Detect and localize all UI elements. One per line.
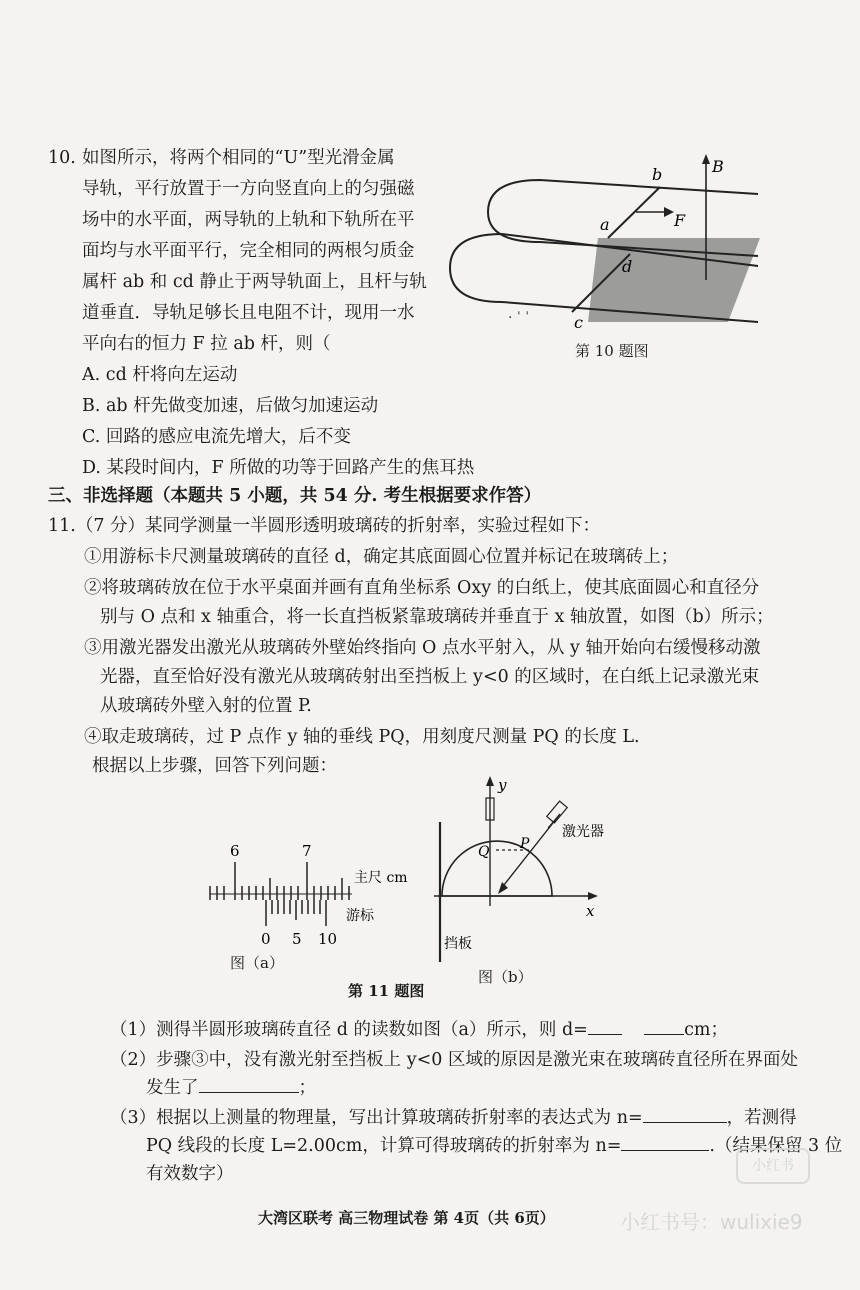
answer-blank-expression[interactable] (643, 1106, 727, 1123)
q11-step-3c: 从玻璃砖外壁入射的位置 P. (100, 696, 312, 716)
x-axis-arrowhead (588, 892, 598, 900)
q11-sub3-text2: PQ 线段的长度 L=2.00cm，计算可得玻璃砖的折射率为 n= (146, 1136, 622, 1156)
q10-stem-line-6: 道垂直．导轨足够长且电阻不计，现用一水 (82, 303, 415, 323)
q11-figure-b-caption: 图（b） (478, 968, 533, 986)
answer-blank-phenomenon[interactable] (199, 1076, 299, 1093)
y-axis-arrowhead (486, 776, 494, 786)
laser-beam-arrowhead (498, 882, 508, 894)
q11-sub1-unit: cm； (684, 1020, 728, 1040)
watermark-handle: 小红书号：wulixie9 (620, 1210, 803, 1234)
q11-sub2-end: ； (298, 1078, 316, 1098)
q10-label-d: d (622, 257, 633, 276)
q11-step-1: ①用游标卡尺测量玻璃砖的直径 d，确定其底面圆心位置并标记在玻璃砖上； (84, 547, 679, 567)
label-x: x (586, 902, 595, 920)
q11-sub3-line3: 有效数字） (146, 1164, 234, 1184)
q11-prompt: 根据以上步骤，回答下列问题： (92, 756, 337, 776)
q10-dashes: · ˈ ˈ (508, 310, 530, 326)
q11-step-3a: ③用激光器发出激光从玻璃砖外壁始终指向 O 点水平射入，从 y 轴开始向右缓慢移动激 (84, 638, 761, 658)
q10-stem-line-5: 属杆 ab 和 cd 静止于两导轨面上，且杆与轨 (82, 272, 427, 292)
semicircle-glass (442, 841, 552, 896)
label-P: P (520, 836, 530, 852)
label-Q: Q (478, 844, 490, 860)
label-baffle: 挡板 (444, 936, 472, 952)
q10-label-F: F (674, 211, 686, 230)
q10-option-c: C. 回路的感应电流先增大，后不变 (82, 427, 351, 447)
q10-number: 10. (48, 148, 76, 168)
label-laser: 激光器 (562, 824, 604, 840)
q11-sub2-line1: （2）步骤③中，没有激光射至挡板上 y<0 区域的原因是激光束在玻璃砖直径所在界面处 (110, 1050, 798, 1070)
q10-option-a: A. cd 杆将向左运动 (82, 365, 238, 385)
main-tick-label-7: 7 (302, 842, 312, 860)
answer-blank-d[interactable] (588, 1018, 622, 1035)
q11-sub2-line2 (146, 1076, 316, 1100)
main-tick-label-6: 6 (230, 842, 240, 860)
watermark-logo: 小红书 (736, 1148, 810, 1184)
q10-label-B: B (712, 157, 724, 176)
section3-heading: 三、非选择题（本题共 5 小题，共 54 分. 考生根据要求作答） (48, 486, 542, 506)
q11-step-2b: 别与 O 点和 x 轴重合，将一长直挡板紧靠玻璃砖并垂直于 x 轴放置，如图（b）所示； (100, 607, 774, 627)
q11-step-2a: ②将玻璃砖放在位于水平桌面并画有直角坐标系 Oxy 的白纸上，使其底面圆心和直径分 (84, 578, 760, 598)
answer-blank-d-2[interactable] (644, 1018, 684, 1035)
vernier-scale-ticks (266, 900, 326, 926)
q10-figure-caption: 第 10 题图 (575, 342, 649, 360)
q11-sub1-text: （1）测得半圆形玻璃砖直径 d 的读数如图（a）所示，则 d= (110, 1020, 588, 1040)
q11-figure-a (200, 838, 420, 958)
q11-sub3-text: （3）根据以上测量的物理量，写出计算玻璃砖折射率的表达式为 n= (110, 1108, 643, 1128)
vernier-tick-label-0: 0 (261, 930, 271, 948)
q11-intro: 11.（7 分）某同学测量一半圆形透明玻璃砖的折射率，实验过程如下： (48, 516, 601, 536)
q10-stem-line-4: 面均与水平面平行，完全相同的两根匀质金 (82, 241, 415, 261)
q10-stem-line-7: 平向右的恒力 F 拉 ab 杆，则（ (82, 334, 331, 354)
q11-figure-b (420, 776, 620, 966)
vernier-tick-label-5: 5 (292, 930, 302, 948)
q11-sub1 (110, 1018, 728, 1042)
q11-step-4: ④取走玻璃砖，过 P 点作 y 轴的垂线 PQ，用刻度尺测量 PQ 的长度 L. (84, 727, 640, 747)
q10-stem-line-3: 场中的水平面，两导轨的上轨和下轨所在平 (82, 210, 415, 230)
q10-option-b: B. ab 杆先做变加速，后做匀加速运动 (82, 396, 379, 416)
q11-sub3-line1 (110, 1106, 797, 1130)
q11-figure-caption: 第 11 题图 (348, 982, 425, 1000)
q11-sub2-text: 发生了 (146, 1078, 199, 1098)
q10-figure (440, 150, 770, 335)
q11-sub3-note: .（结果保留 3 位 (709, 1136, 843, 1156)
q11-step-3b: 光器，直至恰好没有激光从玻璃砖射出至挡板上 y<0 的区域时，在白纸上记录激光束 (100, 667, 760, 687)
q10-label-a: a (600, 215, 610, 234)
q11-figure-a-caption: 图（a） (230, 954, 284, 972)
main-scale-label: 主尺 cm (354, 870, 408, 886)
page-footer: 大湾区联考 高三物理试卷 第 4页（共 6页） (258, 1209, 555, 1227)
q10-b-field-arrowhead (702, 154, 710, 164)
q10-stem-line-2: 导轨，平行放置于一方向竖直向上的匀强磁 (82, 179, 415, 199)
q10-stem-line-1: 如图所示，将两个相同的“U”型光滑金属 (82, 148, 395, 168)
q11-sub3-cont: ，若测得 (726, 1108, 797, 1128)
q10-label-c: c (574, 313, 583, 332)
q10-force-arrowhead (664, 207, 674, 217)
q10-label-b: b (652, 165, 663, 184)
vernier-tick-label-10: 10 (318, 930, 338, 948)
label-y: y (498, 776, 507, 794)
q10-option-d: D. 某段时间内，F 所做的功等于回路产生的焦耳热 (82, 458, 475, 478)
answer-blank-n[interactable] (621, 1134, 709, 1151)
vernier-scale-label: 游标 (346, 908, 374, 924)
